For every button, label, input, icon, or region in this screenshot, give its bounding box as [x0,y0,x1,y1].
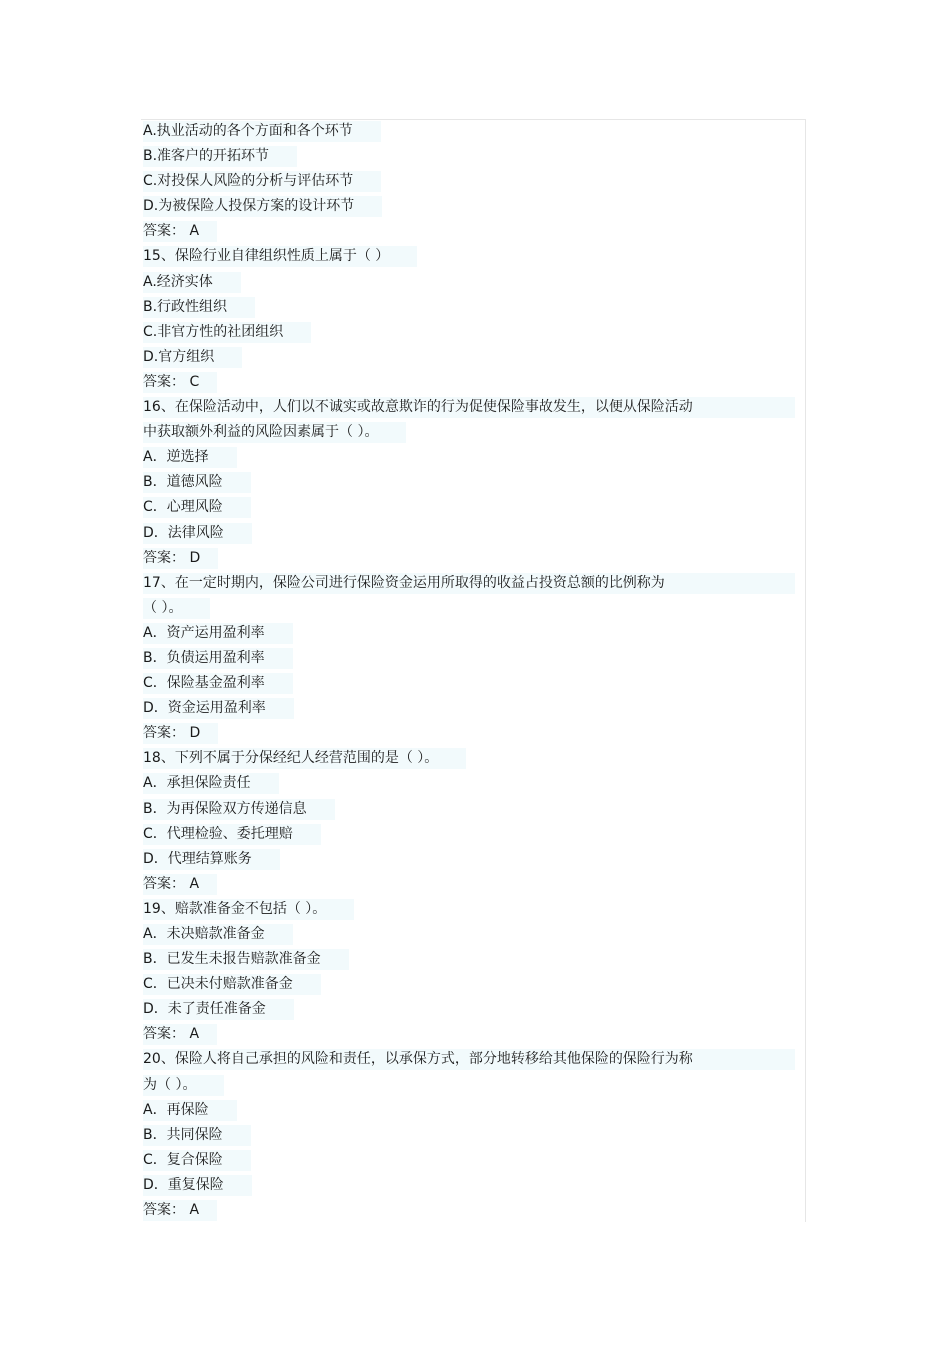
option-line-text: D.为被保险人投保方案的设计环节 [143,196,382,217]
option-line [143,1098,803,1123]
question-line [143,1047,803,1072]
option-line-text: C.非官方性的社团组织 [143,322,311,343]
question-line-text: 20、保险人将自己承担的风险和责任，以承保方式，部分地转移给其他保险的保险行为称 [143,1049,795,1070]
option-line-text: B.准客户的开拓环节 [143,146,297,167]
option-line-text: D．资金运用盈利率 [143,698,294,719]
option-line-text: B．道德风险 [143,472,251,493]
option-line [143,822,803,847]
option-line [143,295,803,320]
option-line [143,1148,803,1173]
option-line [143,521,803,546]
question-line [143,420,803,445]
option-line-text: C．已决未付赔款准备金 [143,974,321,995]
document-body [143,119,803,1223]
option-line-text: A.经济实体 [143,272,241,293]
option-line [143,646,803,671]
option-line-text: C．心理风险 [143,497,251,518]
option-line-text: A.执业活动的各个方面和各个环节 [143,121,381,142]
option-line [143,144,803,169]
option-line [143,194,803,219]
option-line-text: D．重复保险 [143,1175,252,1196]
question-line [143,244,803,269]
answer-line [143,546,803,571]
answer-line [143,370,803,395]
option-line [143,270,803,295]
option-line-text: D.官方组织 [143,347,242,368]
option-line [143,470,803,495]
option-line-text: A．逆选择 [143,447,237,468]
answer-line [143,872,803,897]
option-line [143,797,803,822]
option-line-text: C．复合保险 [143,1150,251,1171]
option-line [143,696,803,721]
option-line-text: B.行政性组织 [143,297,255,318]
question-line-text: 15、保险行业自律组织性质上属于（ ） [143,246,417,267]
option-line [143,119,803,144]
question-line-text: 19、赔款准备金不包括（ ）。 [143,899,354,920]
question-line-text: 16、在保险活动中，人们以不诚实或故意欺诈的行为促使保险事故发生，以便从保险活动 [143,397,795,418]
option-line-text: D．未了责任准备金 [143,999,294,1020]
answer-line [143,1198,803,1223]
option-line-text: C．代理检验、委托理赔 [143,824,321,845]
option-line [143,671,803,696]
option-line-text: B．为再保险双方传递信息 [143,799,335,820]
option-line [143,1173,803,1198]
question-line [143,571,803,596]
option-line [143,445,803,470]
option-line-text: B．已发生未报告赔款准备金 [143,949,349,970]
question-line [143,746,803,771]
answer-line-text: 答案： A [143,221,217,242]
question-line [143,1073,803,1098]
answer-line-text: 答案： D [143,548,218,569]
option-line-text: A．再保险 [143,1100,237,1121]
option-line [143,922,803,947]
option-line [143,771,803,796]
answer-line [143,1022,803,1047]
option-line-text: D．代理结算账务 [143,849,280,870]
option-line [143,169,803,194]
answer-line [143,721,803,746]
option-line-text: B．共同保险 [143,1125,251,1146]
option-line [143,972,803,997]
option-line [143,997,803,1022]
question-line [143,395,803,420]
option-line-text: C．保险基金盈利率 [143,673,293,694]
answer-line [143,219,803,244]
option-line [143,621,803,646]
answer-line-text: 答案： C [143,372,217,393]
answer-line-text: 答案： A [143,1200,217,1221]
option-line [143,345,803,370]
answer-line-text: 答案： A [143,1024,217,1045]
option-line-text: B．负债运用盈利率 [143,648,293,669]
option-line-text: A．资产运用盈利率 [143,623,293,644]
option-line-text: A．未决赔款准备金 [143,924,293,945]
question-line [143,596,803,621]
option-line-text: A．承担保险责任 [143,773,279,794]
question-line-text: 17、在一定时期内，保险公司进行保险资金运用所取得的收益占投资总额的比例称为 [143,573,795,594]
option-line [143,947,803,972]
question-line [143,897,803,922]
option-line-text: C.对投保人风险的分析与评估环节 [143,171,381,192]
question-line-text: 中获取额外利益的风险因素属于（ ）。 [143,422,406,443]
question-line-text: 为（ ）。 [143,1075,224,1096]
answer-line-text: 答案： A [143,874,217,895]
option-line [143,1123,803,1148]
option-line [143,847,803,872]
question-line-text: （ ）。 [143,598,210,619]
question-line-text: 18、下列不属于分保经纪人经营范围的是（ ）。 [143,748,466,769]
option-line-text: D．法律风险 [143,523,252,544]
answer-line-text: 答案： D [143,723,218,744]
option-line [143,320,803,345]
option-line [143,495,803,520]
